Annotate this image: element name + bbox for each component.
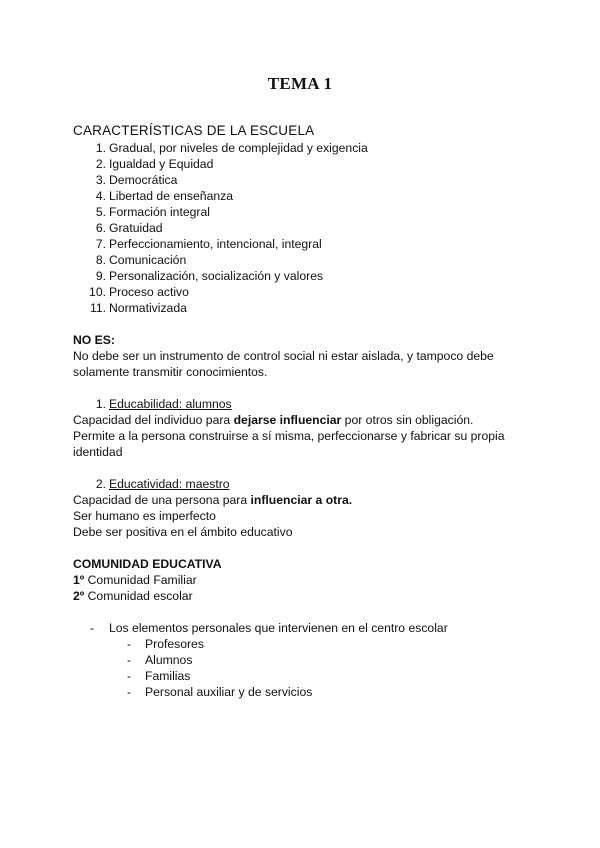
list-item <box>73 620 533 636</box>
list-item <box>73 652 533 668</box>
educatividad-definition <box>73 492 533 508</box>
educatividad-label: Educatividad: maestro <box>109 477 230 491</box>
dash-bullet: - <box>127 685 132 699</box>
ordinal-number: 2º <box>73 589 85 603</box>
bold-text: influenciar a otra. <box>250 493 353 507</box>
educabilidad-line: Permite a la persona construirse a sí misma, perfeccionarse y fabricar su propia <box>73 429 505 443</box>
educabilidad-line: identidad <box>73 445 123 459</box>
educabilidad-number: 1. <box>95 397 106 411</box>
list-item <box>73 636 533 652</box>
list-text: Democrática <box>109 173 178 187</box>
dash-bullet: - <box>127 637 132 651</box>
list-number: 6. <box>95 221 106 235</box>
list-text: Alumnos <box>145 653 193 667</box>
list-item <box>73 156 533 172</box>
list-item <box>73 204 533 220</box>
dash-bullet: - <box>127 653 132 667</box>
list-text: Normativizada <box>109 301 187 315</box>
list-text: Proceso activo <box>109 285 189 299</box>
comunidad-item <box>73 572 533 588</box>
characteristics-list <box>73 140 533 316</box>
list-item <box>73 236 533 252</box>
elements-sublist <box>73 636 533 700</box>
educabilidad-heading <box>73 396 533 412</box>
list-text: Igualdad y Equidad <box>109 157 214 171</box>
characteristics-heading: CARACTERÍSTICAS DE LA ESCUELA <box>73 123 315 138</box>
no-es-line: No debe ser un instrumento de control social ni estar aislada, y tampoco debe <box>73 349 494 363</box>
text-run: Comunidad escolar <box>84 589 193 603</box>
list-item <box>73 140 533 156</box>
list-item <box>73 220 533 236</box>
list-number: 5. <box>95 205 106 219</box>
list-item <box>73 252 533 268</box>
list-number: 8. <box>95 253 106 267</box>
educatividad-line: Debe ser positiva en el ámbito educativo <box>73 525 293 539</box>
ordinal-number: 1º <box>73 573 85 587</box>
list-number: 3. <box>95 173 106 187</box>
no-es-line: solamente transmitir conocimientos. <box>73 365 268 379</box>
text-run: Capacidad del individuo para <box>73 413 234 427</box>
list-number: 9. <box>95 269 106 283</box>
list-text: Profesores <box>145 637 204 651</box>
dash-bullet: - <box>90 621 95 635</box>
list-item <box>73 668 533 684</box>
list-text: Comunicación <box>109 253 187 267</box>
educatividad-number: 2. <box>95 477 106 491</box>
text-run: por otros sin obligación. <box>341 413 474 427</box>
comunidad-heading: COMUNIDAD EDUCATIVA <box>73 557 222 571</box>
dash-bullet: - <box>127 669 132 683</box>
comunidad-item <box>73 588 533 604</box>
document-body <box>73 122 533 700</box>
text-run: Capacidad de una persona para <box>73 493 251 507</box>
no-es-heading: NO ES: <box>73 333 115 347</box>
list-item <box>73 300 533 316</box>
educabilidad-definition <box>73 412 533 428</box>
list-text: Personal auxiliar y de servicios <box>145 685 313 699</box>
list-text: Perfeccionamiento, intencional, integral <box>109 237 322 251</box>
list-text: Formación integral <box>109 205 210 219</box>
document-title: TEMA 1 <box>267 74 333 93</box>
list-text: Personalización, socialización y valores <box>109 269 324 283</box>
educatividad-line: Ser humano es imperfecto <box>73 509 216 523</box>
list-number: 4. <box>95 189 106 203</box>
list-number: 10. <box>89 285 106 299</box>
list-number: 7. <box>95 237 106 251</box>
list-text: Los elementos personales que intervienen en el centro escolar <box>109 621 448 635</box>
bold-text: dejarse influenciar <box>233 413 342 427</box>
list-text: Gradual, por niveles de complejidad y exigencia <box>109 141 368 155</box>
list-number: 2. <box>95 157 106 171</box>
list-item <box>73 684 533 700</box>
list-number: 11. <box>89 301 106 315</box>
text-run: Comunidad Familiar <box>84 573 197 587</box>
list-item <box>73 284 533 300</box>
educabilidad-label: Educabilidad: alumnos <box>109 397 232 411</box>
list-text: Libertad de enseñanza <box>109 189 234 203</box>
educatividad-heading <box>73 476 533 492</box>
list-text: Gratuidad <box>109 221 163 235</box>
list-item <box>73 172 533 188</box>
list-item <box>73 268 533 284</box>
list-item <box>73 188 533 204</box>
elements-list <box>73 620 533 636</box>
list-number: 1. <box>95 141 106 155</box>
list-text: Familias <box>145 669 191 683</box>
